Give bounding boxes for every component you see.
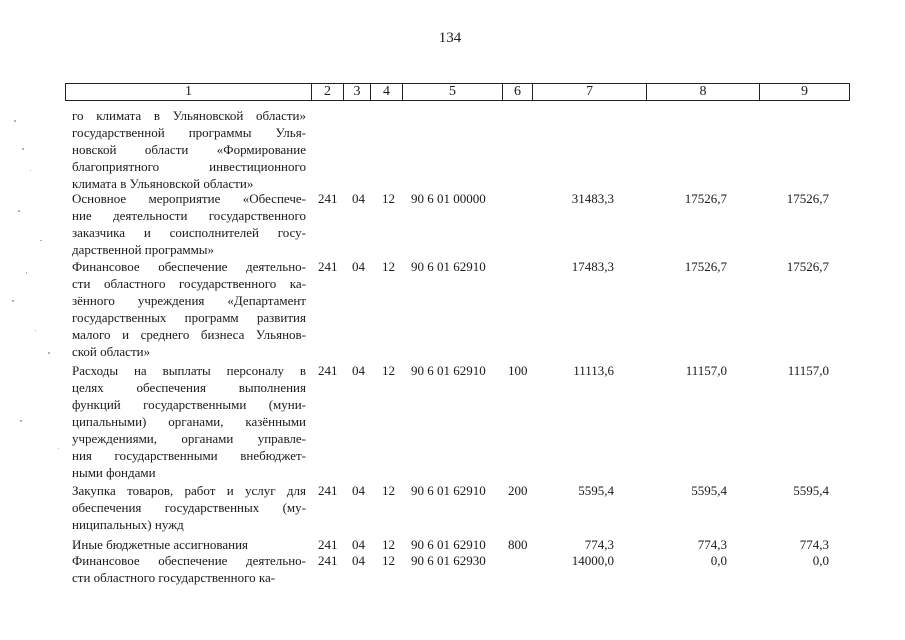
header-col-5: 5 (402, 84, 502, 100)
description-line: государственных программ развития (72, 310, 306, 325)
cell-c4: 12 (382, 553, 395, 568)
cell-c8: 5595,4 (691, 483, 727, 498)
description-line: функций государственными (муни- (72, 397, 306, 412)
header-col-8: 8 (646, 84, 759, 100)
cell-c9: 774,3 (799, 537, 829, 552)
description-line: дарственной программы» (72, 242, 215, 257)
header-col-9: 9 (759, 84, 849, 100)
cell-c4: 12 (382, 363, 395, 378)
cell-c9: 17526,7 (786, 259, 829, 274)
cell-c7: 5595,4 (578, 483, 614, 498)
cell-c5: 90 6 01 62910 (411, 537, 486, 552)
header-col-6: 6 (502, 84, 532, 100)
cell-c2: 241 (318, 363, 338, 378)
header-col-4: 4 (370, 84, 402, 100)
cell-c5: 90 6 01 62910 (411, 259, 486, 274)
row-description (72, 482, 306, 533)
cell-c6: 200 (508, 483, 528, 498)
cell-c6: 100 (508, 363, 528, 378)
header-col-2: 2 (311, 84, 343, 100)
description-line: ния государственными внебюджет- (72, 448, 306, 463)
cell-c4: 12 (382, 191, 395, 206)
cell-c3: 04 (352, 259, 365, 274)
cell-c9: 5595,4 (793, 483, 829, 498)
cell-c9: 11157,0 (787, 363, 829, 378)
cell-c3: 04 (352, 537, 365, 552)
description-line: малого и среднего бизнеса Ульянов- (72, 327, 306, 342)
cell-c2: 241 (318, 483, 338, 498)
cell-c8: 17526,7 (684, 191, 727, 206)
description-line: Финансовое обеспечение деятельно- (72, 259, 306, 274)
description-line: обеспечения государственных (му- (72, 500, 306, 515)
table-header (65, 83, 850, 101)
description-line: сти областного государственного ка- (72, 276, 306, 291)
row-description (72, 107, 306, 192)
description-line: ниципальных) нужд (72, 517, 184, 532)
row-description (72, 258, 306, 360)
description-line: зённого учреждения «Департамент (72, 293, 306, 308)
cell-c8: 17526,7 (684, 259, 727, 274)
cell-c5: 90 6 01 62910 (411, 363, 486, 378)
cell-c3: 04 (352, 191, 365, 206)
row-description (72, 362, 306, 481)
description-line: Иные бюджетные ассигнования (72, 537, 249, 552)
description-line: Финансовое обеспечение деятельно- (72, 553, 306, 568)
cell-c5: 90 6 01 62930 (411, 553, 486, 568)
row-description (72, 536, 306, 553)
description-line: ными фондами (72, 465, 156, 480)
cell-c4: 12 (382, 483, 395, 498)
description-line: ние деятельности государственного (72, 208, 306, 223)
row-description (72, 552, 306, 586)
cell-c2: 241 (318, 191, 338, 206)
cell-c5: 90 6 01 62910 (411, 483, 486, 498)
cell-c3: 04 (352, 363, 365, 378)
description-line: Закупка товаров, работ и услуг для (72, 483, 306, 498)
cell-c2: 241 (318, 537, 338, 552)
cell-c3: 04 (352, 483, 365, 498)
cell-c8: 11157,0 (685, 363, 727, 378)
description-line: целях обеспечения выполнения (72, 380, 306, 395)
header-col-3: 3 (343, 84, 370, 100)
description-line: государственной программы Улья- (72, 125, 306, 140)
cell-c7: 11113,6 (573, 363, 614, 378)
cell-c4: 12 (382, 537, 395, 552)
cell-c8: 0,0 (710, 553, 727, 568)
cell-c7: 17483,3 (571, 259, 614, 274)
description-line: климата в Ульяновской области» (72, 176, 254, 191)
header-col-7: 7 (532, 84, 646, 100)
description-line: учреждениями, органами управле- (72, 431, 306, 446)
description-line: ской области» (72, 344, 151, 359)
row-description (72, 190, 306, 258)
cell-c3: 04 (352, 553, 365, 568)
cell-c6: 800 (508, 537, 528, 552)
cell-c5: 90 6 01 00000 (411, 191, 486, 206)
cell-c4: 12 (382, 259, 395, 274)
description-line: заказчика и соисполнителей госу- (72, 225, 306, 240)
cell-c8: 774,3 (697, 537, 727, 552)
description-line: Основное мероприятие «Обеспече- (72, 191, 306, 206)
description-line: благоприятного инвестиционного (72, 159, 306, 174)
header-col-1: 1 (185, 84, 192, 99)
description-line: ципальными) органами, казёнными (72, 414, 306, 429)
cell-c7: 31483,3 (571, 191, 614, 206)
cell-c2: 241 (318, 259, 338, 274)
page-number: 134 (438, 30, 462, 46)
description-line: Расходы на выплаты персоналу в (72, 363, 306, 378)
cell-c2: 241 (318, 553, 338, 568)
description-line: сти областного государственного ка- (72, 570, 276, 585)
cell-c7: 14000,0 (571, 553, 614, 568)
description-line: го климата в Ульяновской области» (72, 108, 306, 123)
cell-c7: 774,3 (584, 537, 614, 552)
cell-c9: 0,0 (812, 553, 829, 568)
description-line: новской области «Формирование (72, 142, 306, 157)
cell-c9: 17526,7 (786, 191, 829, 206)
